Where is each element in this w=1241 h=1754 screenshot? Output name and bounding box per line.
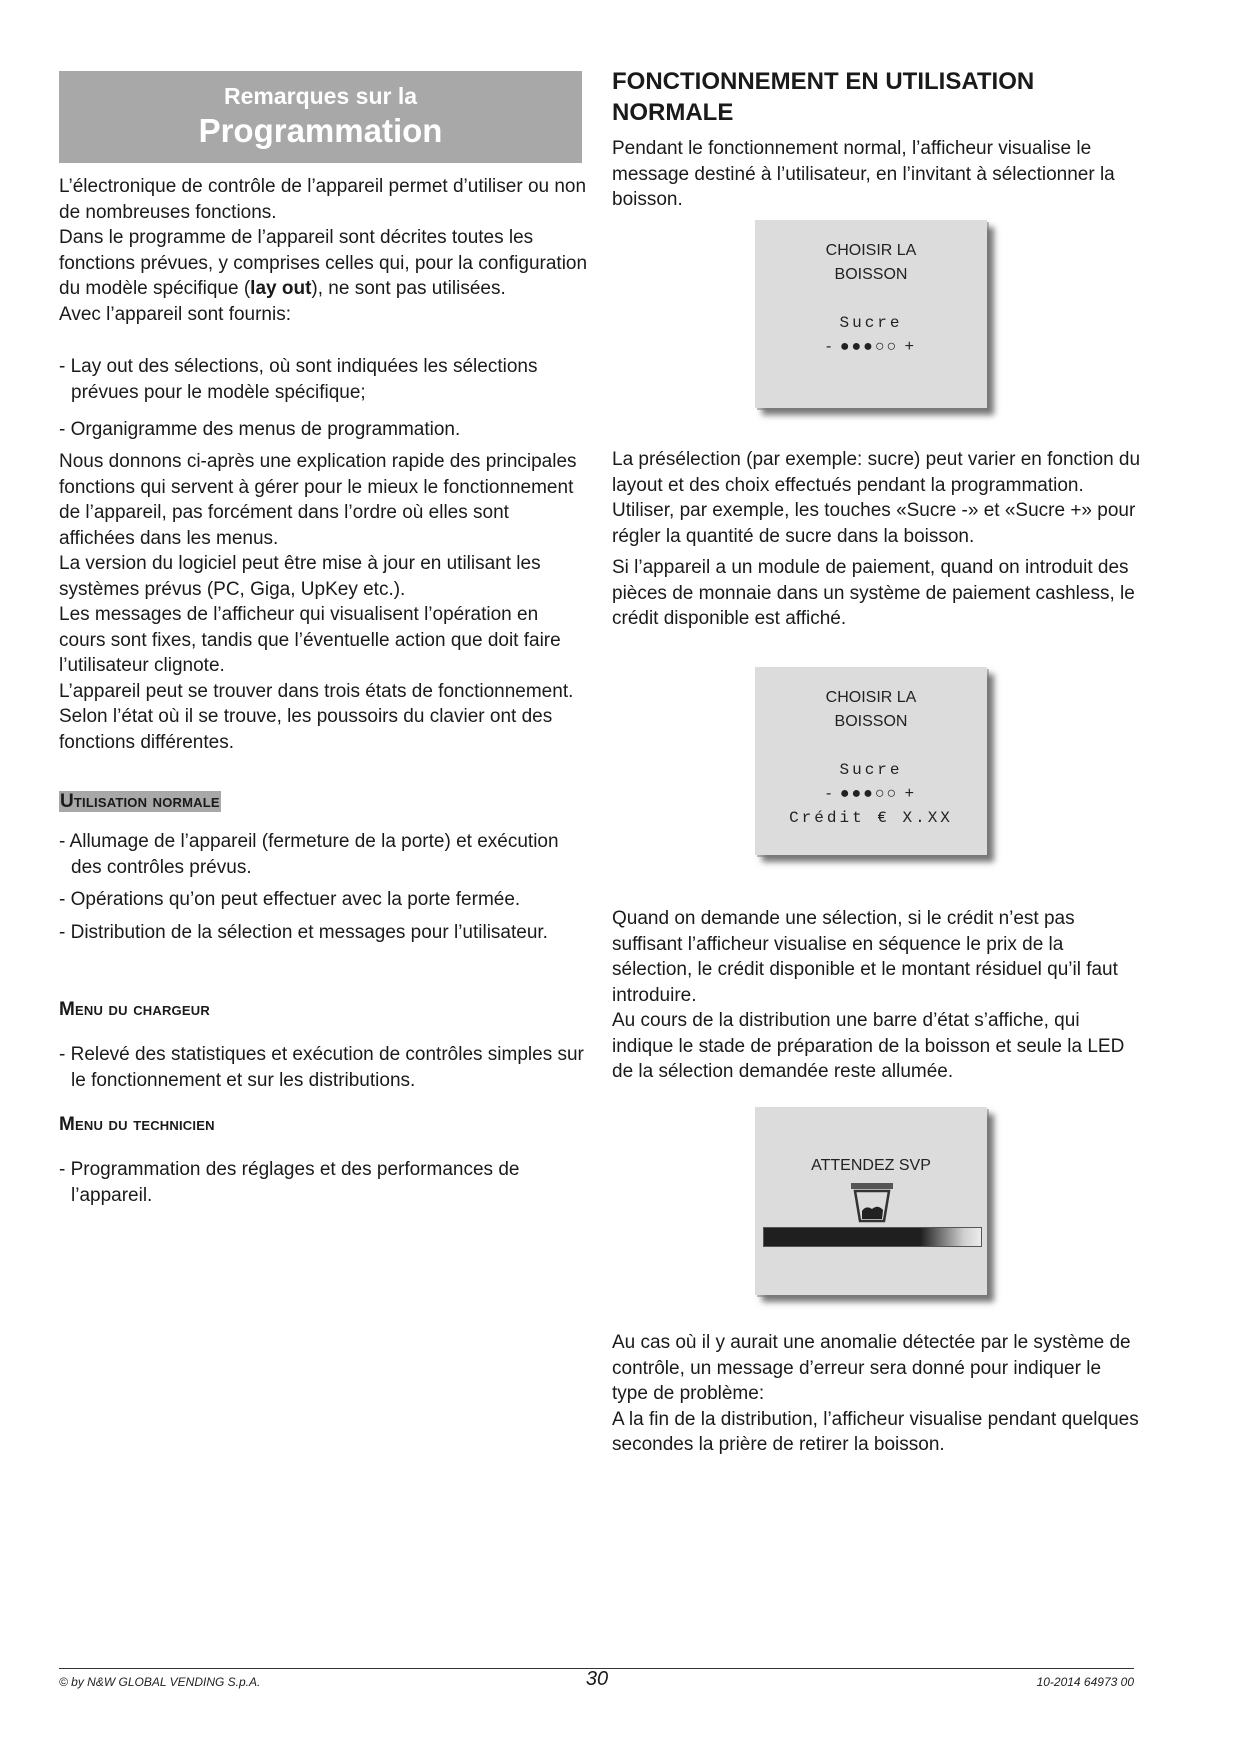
list-item: - Programmation des réglages et des performances de l’appareil. (59, 1159, 520, 1206)
paragraph: Pendant le fonctionnement normal, l’afficheur visualise le message destiné à l’utilisateur, en l’invitant à sélectionner la boisson. (612, 138, 1115, 210)
footer-doc-code: 10-2014 64973 00 (1036, 1675, 1134, 1689)
progress-bar (763, 1227, 982, 1247)
list-item: - Opérations qu’on peut effectuer avec la porte fermée. (59, 889, 521, 910)
credit-readout: Crédit € X.XX (789, 809, 953, 827)
display-screen-2 (755, 667, 987, 855)
utilisation-heading-text: Utilisation normale (60, 791, 220, 812)
body-paragraph: Selon l’état où il se trouve, les poussoirs du clavier ont des fonctions différentes. (59, 706, 553, 753)
provided-list (59, 354, 589, 405)
page-number: 30 (585, 1668, 609, 1690)
screen-line: CHOISIR LA (825, 689, 917, 706)
page-title: FONCTIONNEMENT EN UTILISATION NORMALE (612, 68, 1035, 126)
technicien-heading-text: Menu du technicien (59, 1114, 215, 1135)
body-paragraph: Nous donnons ci-après une explication rapide des principales fonctions qui servent à gérer pour le mieux le fonctionnement de l’appareil, pas forcément dans l’ordre où elles sont affichées dans les menus. (59, 451, 577, 549)
banner-title: Programmation (198, 112, 443, 149)
paragraph: Au cas où il y aurait une anomalie détectée par le système de contrôle, un message d’erreur sera donné pour indiquer le type de problème: (612, 1332, 1131, 1404)
intro-paragraph-3: Avec l’appareil sont fournis: (59, 303, 291, 325)
banner-subtitle: Remarques sur la (223, 83, 418, 109)
body-paragraph: L’appareil peut se trouver dans trois états de fonctionnement. (59, 680, 574, 702)
provided-list-2 (59, 417, 589, 443)
screen-line: ATTENDEZ SVP (811, 1157, 931, 1174)
technicien-heading (59, 1114, 215, 1136)
screen-line: BOISSON (834, 266, 908, 283)
body-paragraph: Les messages de l’afficheur qui visualisent l’opération en cours sont fixes, tandis que l’éventuelle action que doit faire l’utilisateur clignote. (59, 604, 561, 676)
list-item: - Distribution de la sélection et messages pour l’utilisateur. (59, 921, 548, 943)
right-paragraph-2 (612, 447, 1142, 632)
intro-layout-term: lay out (250, 278, 312, 299)
footer-copyright: © by N&W GLOBAL VENDING S.p.A. (59, 1675, 261, 1689)
intro-block (59, 174, 589, 327)
paragraph: A la fin de la distribution, l’afficheur visualise pendant quelques secondes la prière de retirer la boisson. (612, 1408, 1139, 1455)
chargeur-heading-text: Menu du chargeur (59, 999, 210, 1020)
list-item: - Lay out des sélections, où sont indiquées les sélections prévues pour le modèle spécifique; (59, 356, 538, 403)
display-screen-3 (755, 1107, 987, 1295)
sugar-level-indicator: - ●●●○○ + (826, 785, 916, 802)
paragraph: Si l’appareil a un module de paiement, quand on introduit des pièces de monnaie dans un système de paiement cashless, le crédit disponible est affiché. (612, 557, 1135, 629)
screen-line: CHOISIR LA (825, 242, 917, 259)
screen-line: BOISSON (834, 713, 908, 730)
paragraph: La présélection (par exemple: sucre) peut varier en fonction du layout et des choix effectués pendant la programmation. (612, 449, 1141, 496)
paragraph: Quand on demande une sélection, si le crédit n’est pas suffisant l’afficheur visualise en séquence le prix de la sélection, le crédit disponible et le montant résiduel qu’il faut introduire. (612, 908, 1118, 1006)
utilisation-list (59, 829, 589, 945)
list-item: - Allumage de l’appareil (fermeture de la porte) et exécution des contrôles prévus. (59, 831, 559, 878)
utilisation-heading (59, 791, 221, 813)
screen-line: Sucre (839, 761, 903, 779)
paragraph: Utiliser, par exemple, les touches «Sucre -» et «Sucre +» pour régler la quantité de sucre dans la boisson. (612, 500, 1136, 547)
right-paragraph-4 (612, 906, 1142, 1085)
chargeur-list (59, 1042, 589, 1093)
right-paragraph-1 (612, 136, 1132, 213)
intro-text-a: Dans le programme de l’appareil sont décrites toutes les fonctions prévues, y comprises celles qui, pour la configuration du modèle spécifique ( (59, 227, 588, 299)
intro-text-b: ), ne sont pas utilisées. (311, 278, 506, 299)
display-screen-1 (755, 220, 987, 408)
right-paragraph-5 (612, 1330, 1142, 1458)
section-banner (59, 71, 582, 163)
chargeur-heading (59, 999, 210, 1021)
cup-icon (849, 1181, 895, 1223)
technicien-list (59, 1157, 589, 1208)
body-block (59, 449, 589, 755)
intro-paragraph-1: L’électronique de contrôle de l’appareil permet d’utiliser ou non de nombreuses fonctions. (59, 176, 587, 223)
screen-line: Sucre (839, 314, 903, 332)
body-paragraph: La version du logiciel peut être mise à jour en utilisant les systèmes prévus (PC, Giga, UpKey etc.). (59, 553, 541, 600)
list-item: - Relevé des statistiques et exécution de contrôles simples sur le fonctionnement et sur les distributions. (59, 1044, 584, 1091)
intro-paragraph-2 (59, 225, 589, 302)
sugar-level-indicator: - ●●●○○ + (826, 338, 916, 355)
paragraph: Au cours de la distribution une barre d’état s’affiche, qui indique le stade de préparation de la boisson et seule la LED de la sélection demandée reste allumée. (612, 1010, 1125, 1082)
list-item: - Organigramme des menus de programmation. (59, 419, 461, 440)
